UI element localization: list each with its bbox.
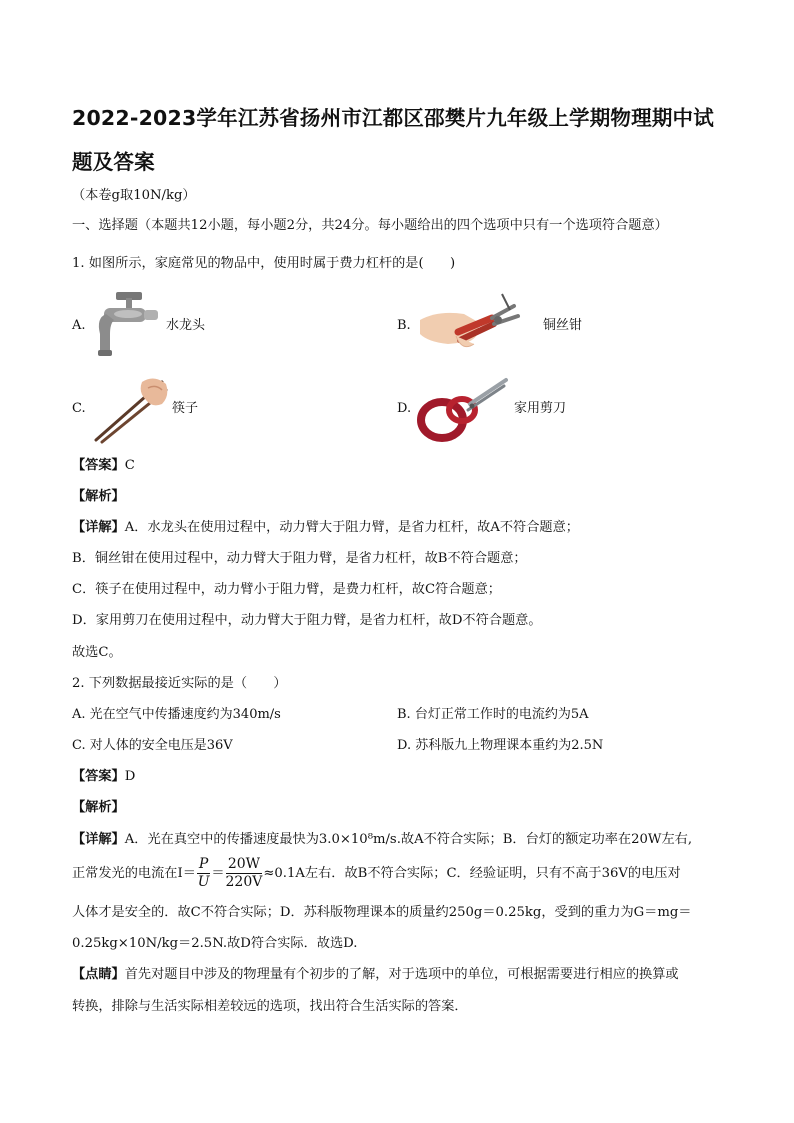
section-heading: 一、选择题（本题共12小题，每小题2分，共24分。每小题给出的四个选项中只有一个选项符合题意） <box>72 218 668 233</box>
q2-point-line-1 <box>72 965 679 985</box>
q1-option-c-label: 筷子 <box>172 401 199 416</box>
fraction-numerator: 20W <box>226 856 263 874</box>
page-title: 2022-2023学年江苏省扬州市江都区邵樊片九年级上学期物理期中试题及答案 <box>72 106 714 174</box>
q2-detail-text-b: 正常发光的电流在I＝ <box>72 866 196 881</box>
q1-conclusion: 故选C。 <box>72 645 122 660</box>
pliers-image <box>418 292 530 356</box>
q1-option-b-label: 铜丝钳 <box>543 318 583 333</box>
q1-detail-text-a: A．水龙头在使用过程中，动力臂大于阻力臂，是省力杠杆，故A不符合题意； <box>124 520 579 535</box>
q1-analysis-tag: 【解析】 <box>72 489 125 504</box>
q2-answer <box>72 767 135 787</box>
q1-option-d-letter: D. <box>397 401 412 416</box>
q2-point-tag: 【点睛】 <box>72 967 125 982</box>
q2-detail-tag: 【详解】 <box>72 832 125 847</box>
q2-detail-text-c: ≈0.1A左右．故B不符合实际；C．经验证明，只有不高于36V的电压对 <box>263 866 681 881</box>
q1-detail-tag: 【详解】 <box>72 520 125 535</box>
q1-detail-line-2: B．铜丝钳在使用过程中，动力臂大于阻力臂，是省力杠杆，故B不符合题意； <box>72 551 527 566</box>
q1-answer-value: C <box>124 458 135 473</box>
q2-option-a: A. 光在空气中传播速度约为340m/s <box>72 707 281 722</box>
gravity-note: （本卷g取10N/kg） <box>72 188 196 203</box>
q1-answer <box>72 456 135 476</box>
q1-answer-tag: 【答案】 <box>72 458 125 473</box>
fraction-20w-over-220v <box>226 856 263 891</box>
fraction-denominator: U <box>197 874 210 890</box>
equals-sign: ＝ <box>211 866 225 881</box>
q2-detail-text-a: A．光在真空中的传播速度最快为3.0×10⁸m/s.故A不符合实际；B．台灯的额定功率在20W左右, <box>124 832 693 847</box>
q2-option-d: D. 苏科版九上物理课本重约为2.5N <box>397 738 604 753</box>
fraction-p-over-u <box>197 856 210 891</box>
scissors-image <box>416 376 508 444</box>
q1-option-a-letter: A. <box>72 318 86 333</box>
q2-point-line-2: 转换，排除与生活实际相差较远的选项，找出符合生活实际的答案． <box>72 999 468 1014</box>
q2-detail-line-3: 人体才是安全的．故C不符合实际；D．苏科版物理课本的质量约250g＝0.25kg，受到的重力为G＝mg＝ <box>72 905 692 920</box>
q1-option-b-letter: B. <box>397 318 411 333</box>
q2-answer-tag: 【答案】 <box>72 769 125 784</box>
q1-option-a-label: 水龙头 <box>166 318 206 333</box>
q2-point-text-a: 首先对题目中涉及的物理量有个初步的了解，对于选项中的单位，可根据需要进行相应的换算或 <box>124 967 679 982</box>
q1-detail-line-1 <box>72 518 579 538</box>
q2-option-b: B. 台灯正常工作时的电流约为5A <box>397 707 589 722</box>
q2-option-c: C. 对人体的安全电压是36V <box>72 738 233 753</box>
q1-detail-line-3: C．筷子在使用过程中，动力臂小于阻力臂，是费力杠杆，故C符合题意； <box>72 582 501 597</box>
q2-analysis-tag: 【解析】 <box>72 800 125 815</box>
faucet-image <box>94 290 160 362</box>
fraction-denominator: 220V <box>225 874 263 890</box>
q2-detail-line-2 <box>72 856 681 892</box>
q1-option-c-letter: C. <box>72 401 86 416</box>
q1-option-d-label: 家用剪刀 <box>514 401 567 416</box>
fraction-numerator: P <box>198 856 209 872</box>
q2-detail-line-1 <box>72 830 692 850</box>
q1-detail-line-4: D．家用剪刀在使用过程中，动力臂大于阻力臂，是省力杠杆，故D不符合题意。 <box>72 613 542 628</box>
q2-detail-line-4: 0.25kg×10N/kg＝2.5N.故D符合实际．故选D. <box>72 936 358 951</box>
question-1-stem: 1. 如图所示，家庭常见的物品中，使用时属于费力杠杆的是( ) <box>72 256 456 271</box>
question-2-stem: 2. 下列数据最接近实际的是（ ） <box>72 676 287 691</box>
chopsticks-image <box>92 374 172 444</box>
q2-answer-value: D <box>124 769 136 784</box>
